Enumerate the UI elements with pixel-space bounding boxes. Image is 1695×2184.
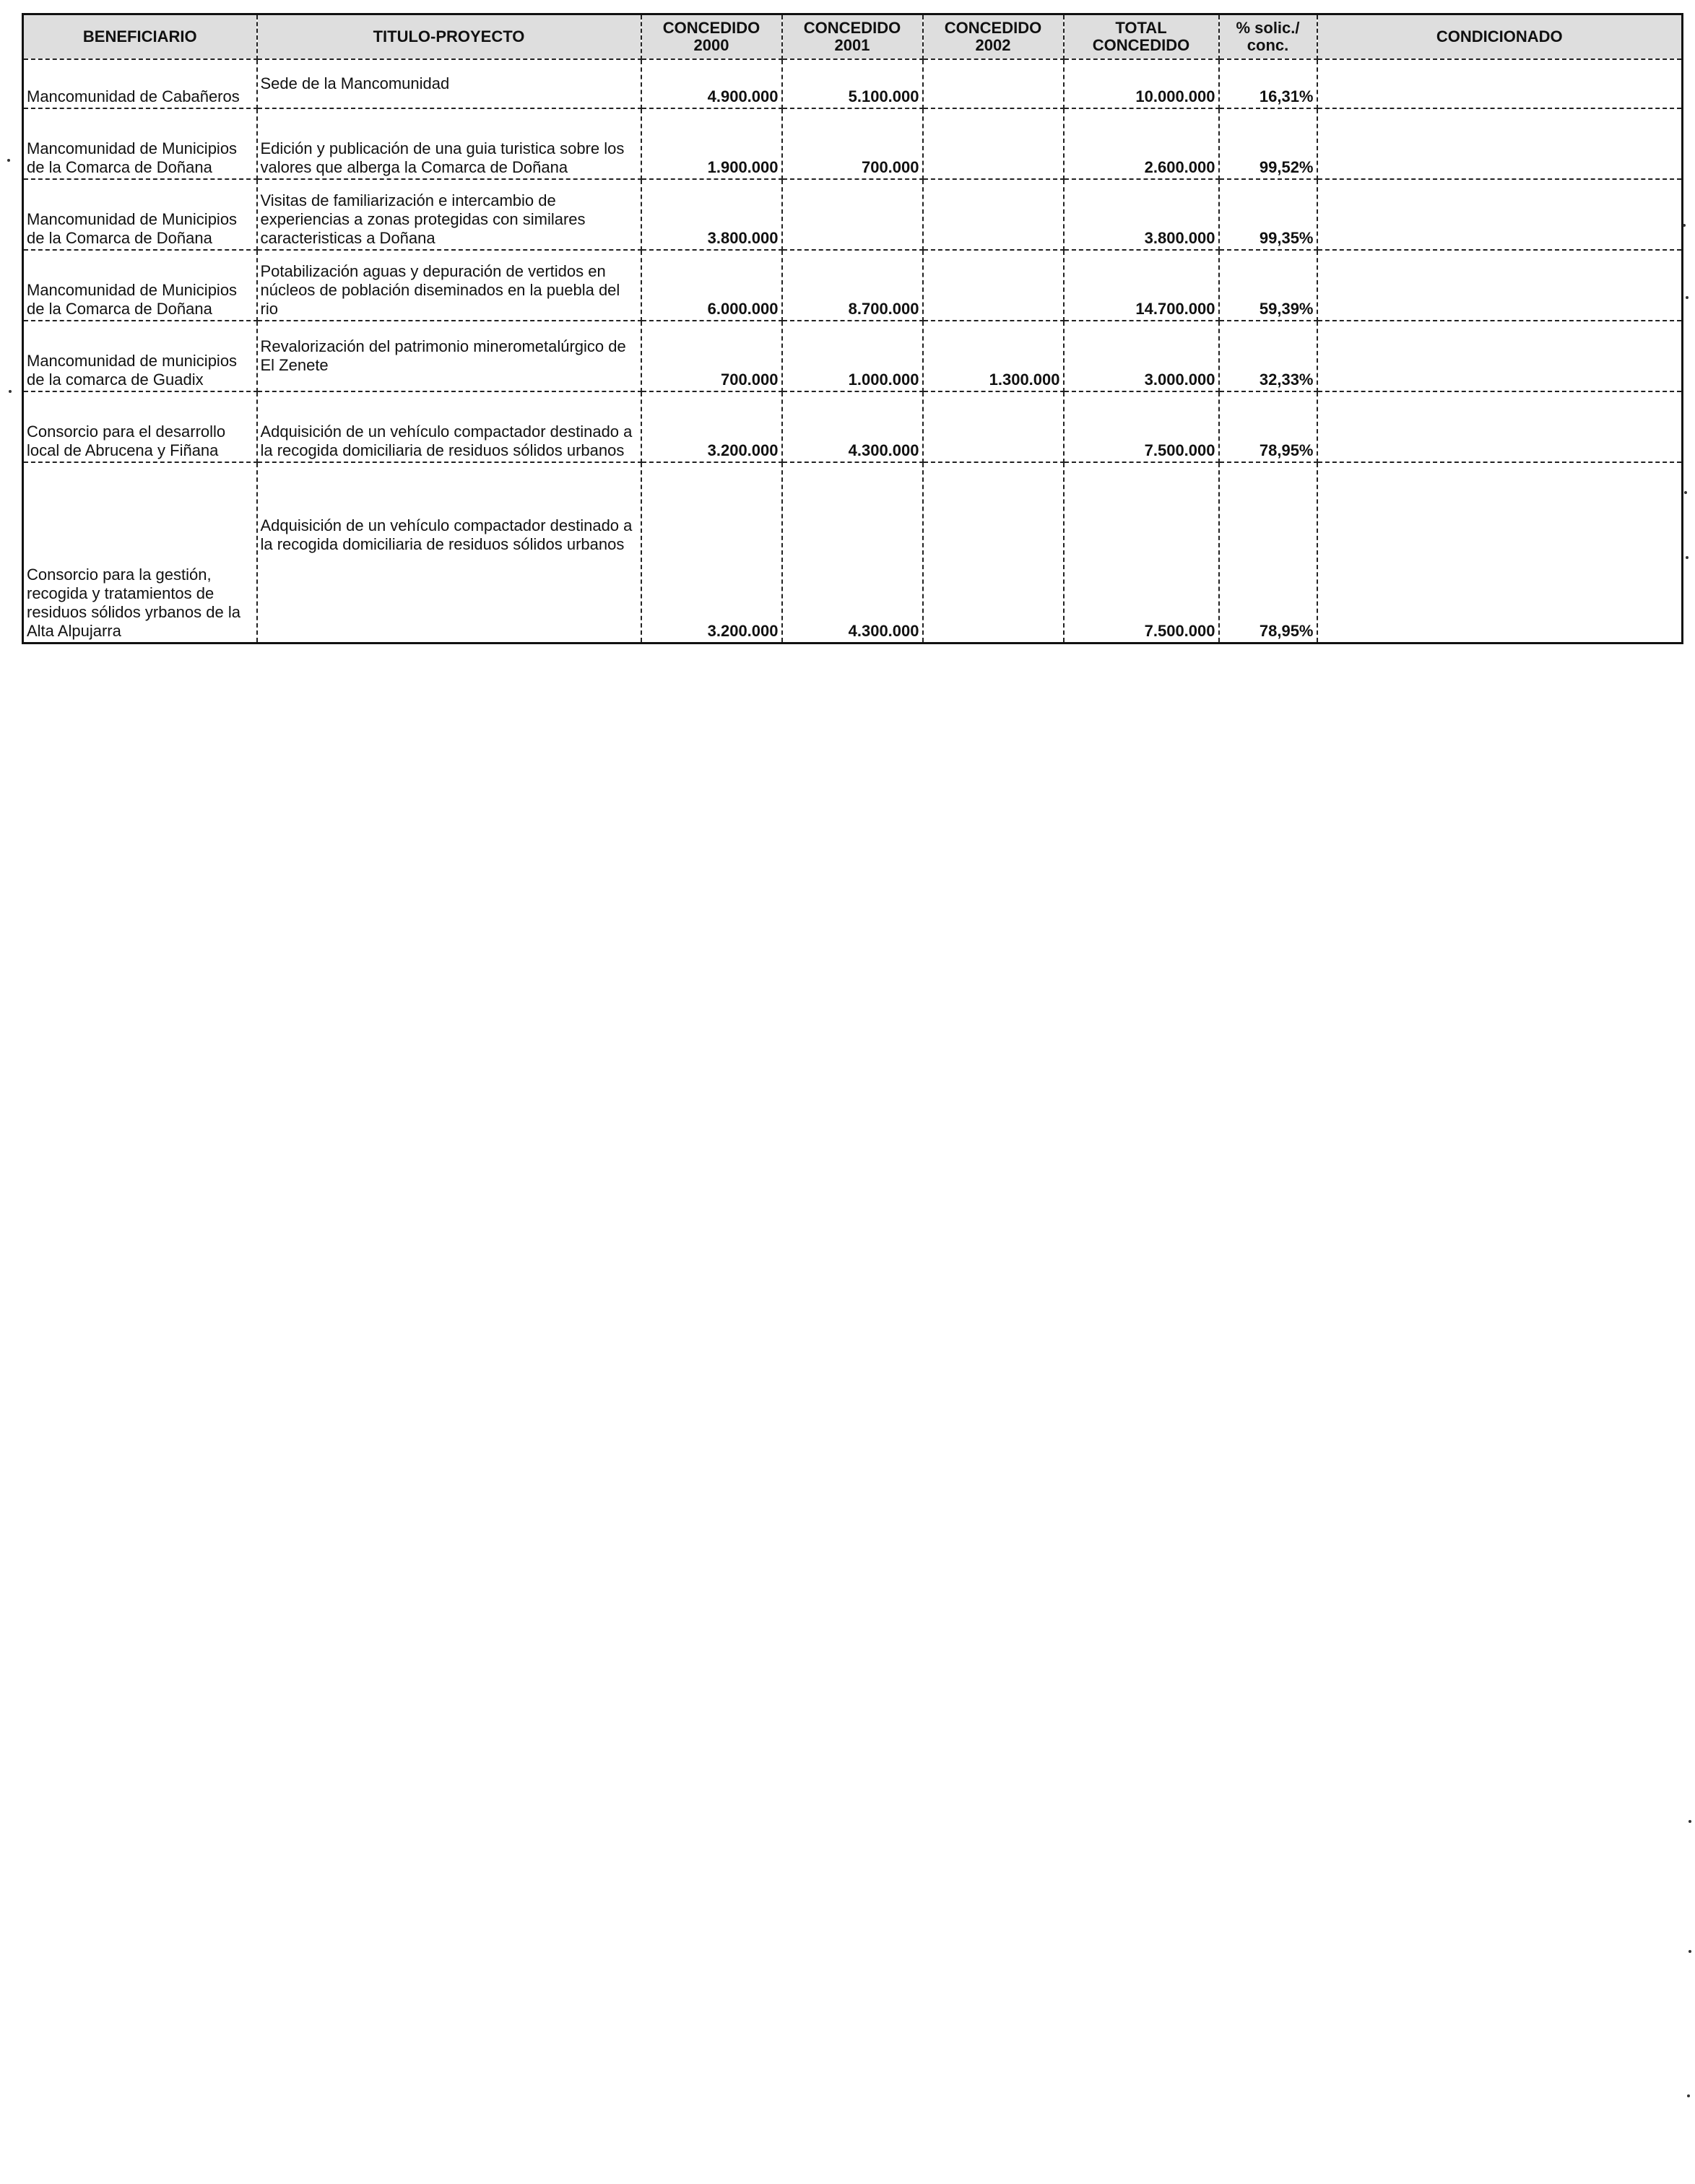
cell-total-concedido: 3.800.000 bbox=[1064, 179, 1219, 250]
cell-concedido-2000: 700.000 bbox=[641, 321, 782, 391]
cell-concedido-2001: 1.000.000 bbox=[782, 321, 923, 391]
cell-beneficiario: Mancomunidad de Municipios de la Comarca de Doñana bbox=[23, 179, 257, 250]
cell-condicionado bbox=[1317, 321, 1683, 391]
cell-beneficiario: Mancomunidad de municipios de la comarca de Guadix bbox=[23, 321, 257, 391]
table-row bbox=[23, 462, 1683, 644]
cell-concedido-2000: 3.800.000 bbox=[641, 179, 782, 250]
cell-condicionado bbox=[1317, 59, 1683, 108]
cell-total-concedido: 14.700.000 bbox=[1064, 250, 1219, 321]
header-condicionado: CONDICIONADO bbox=[1317, 14, 1683, 60]
scan-noise-dot bbox=[1686, 296, 1689, 299]
table-header-row bbox=[23, 14, 1683, 60]
cell-condicionado bbox=[1317, 108, 1683, 179]
cell-beneficiario: Mancomunidad de Municipios de la Comarca de Doñana bbox=[23, 250, 257, 321]
cell-titulo-proyecto: Adquisición de un vehículo compactador destinado a la recogida domiciliaria de residuos sólidos urbanos bbox=[257, 462, 641, 644]
cell-titulo-proyecto: Adquisición de un vehículo compactador destinado a la recogida domiciliaria de residuos sólidos urbanos bbox=[257, 391, 641, 462]
header-pct-solic-conc: % solic./ conc. bbox=[1219, 14, 1317, 60]
cell-total-concedido: 7.500.000 bbox=[1064, 391, 1219, 462]
cell-titulo-proyecto: Visitas de familiarización e intercambio de experiencias a zonas protegidas con similares caracteristicas a Doñana bbox=[257, 179, 641, 250]
scan-noise-dot bbox=[1686, 556, 1689, 559]
table-row bbox=[23, 250, 1683, 321]
header-titulo-proyecto: TITULO-PROYECTO bbox=[257, 14, 641, 60]
scan-noise-dot bbox=[1684, 491, 1687, 494]
cell-concedido-2002 bbox=[923, 462, 1064, 644]
cell-concedido-2000: 3.200.000 bbox=[641, 391, 782, 462]
cell-beneficiario: Mancomunidad de Municipios de la Comarca de Doñana bbox=[23, 108, 257, 179]
cell-pct-solic-conc: 78,95% bbox=[1219, 391, 1317, 462]
cell-concedido-2001: 8.700.000 bbox=[782, 250, 923, 321]
cell-concedido-2002 bbox=[923, 108, 1064, 179]
table-row bbox=[23, 391, 1683, 462]
cell-titulo-proyecto: Revalorización del patrimonio minerometalúrgico de El Zenete bbox=[257, 321, 641, 391]
table-row bbox=[23, 321, 1683, 391]
cell-beneficiario: Consorcio para el desarrollo local de Abrucena y Fiñana bbox=[23, 391, 257, 462]
cell-condicionado bbox=[1317, 250, 1683, 321]
cell-concedido-2001: 700.000 bbox=[782, 108, 923, 179]
grants-table bbox=[22, 13, 1683, 644]
cell-titulo-proyecto: Edición y publicación de una guia turistica sobre los valores que alberga la Comarca de Doñana bbox=[257, 108, 641, 179]
cell-pct-solic-conc: 32,33% bbox=[1219, 321, 1317, 391]
table-row bbox=[23, 108, 1683, 179]
scan-noise-dot bbox=[7, 159, 10, 162]
cell-pct-solic-conc: 99,52% bbox=[1219, 108, 1317, 179]
cell-total-concedido: 3.000.000 bbox=[1064, 321, 1219, 391]
cell-total-concedido: 10.000.000 bbox=[1064, 59, 1219, 108]
cell-beneficiario: Consorcio para la gestión, recogida y tratamientos de residuos sólidos yrbanos de la Alta Alpujarra bbox=[23, 462, 257, 644]
cell-condicionado bbox=[1317, 179, 1683, 250]
cell-concedido-2001 bbox=[782, 179, 923, 250]
cell-total-concedido: 7.500.000 bbox=[1064, 462, 1219, 644]
cell-beneficiario: Mancomunidad de Cabañeros bbox=[23, 59, 257, 108]
cell-concedido-2000: 1.900.000 bbox=[641, 108, 782, 179]
cell-condicionado bbox=[1317, 462, 1683, 644]
scan-noise-dot bbox=[1687, 2094, 1690, 2097]
scan-noise-dot bbox=[1683, 224, 1686, 227]
header-concedido-2002: CONCEDIDO 2002 bbox=[923, 14, 1064, 60]
cell-concedido-2001: 4.300.000 bbox=[782, 462, 923, 644]
cell-pct-solic-conc: 78,95% bbox=[1219, 462, 1317, 644]
cell-total-concedido: 2.600.000 bbox=[1064, 108, 1219, 179]
cell-concedido-2000: 4.900.000 bbox=[641, 59, 782, 108]
cell-titulo-proyecto: Potabilización aguas y depuración de vertidos en núcleos de población diseminados en la puebla del rio bbox=[257, 250, 641, 321]
cell-pct-solic-conc: 59,39% bbox=[1219, 250, 1317, 321]
scan-noise-dot bbox=[9, 390, 12, 393]
cell-pct-solic-conc: 16,31% bbox=[1219, 59, 1317, 108]
scan-noise-dot bbox=[1689, 1950, 1691, 1953]
cell-concedido-2001: 5.100.000 bbox=[782, 59, 923, 108]
table-row bbox=[23, 179, 1683, 250]
scan-noise-dot bbox=[1689, 1820, 1691, 1823]
cell-concedido-2002 bbox=[923, 59, 1064, 108]
header-total-concedido: TOTAL CONCEDIDO bbox=[1064, 14, 1219, 60]
header-concedido-2000: CONCEDIDO 2000 bbox=[641, 14, 782, 60]
cell-titulo-proyecto: Sede de la Mancomunidad bbox=[257, 59, 641, 108]
cell-concedido-2001: 4.300.000 bbox=[782, 391, 923, 462]
cell-concedido-2000: 3.200.000 bbox=[641, 462, 782, 644]
header-concedido-2001: CONCEDIDO 2001 bbox=[782, 14, 923, 60]
cell-concedido-2002 bbox=[923, 179, 1064, 250]
cell-concedido-2002 bbox=[923, 250, 1064, 321]
cell-concedido-2002: 1.300.000 bbox=[923, 321, 1064, 391]
header-beneficiario: BENEFICIARIO bbox=[23, 14, 257, 60]
cell-concedido-2000: 6.000.000 bbox=[641, 250, 782, 321]
cell-pct-solic-conc: 99,35% bbox=[1219, 179, 1317, 250]
cell-condicionado bbox=[1317, 391, 1683, 462]
table-row bbox=[23, 59, 1683, 108]
cell-concedido-2002 bbox=[923, 391, 1064, 462]
